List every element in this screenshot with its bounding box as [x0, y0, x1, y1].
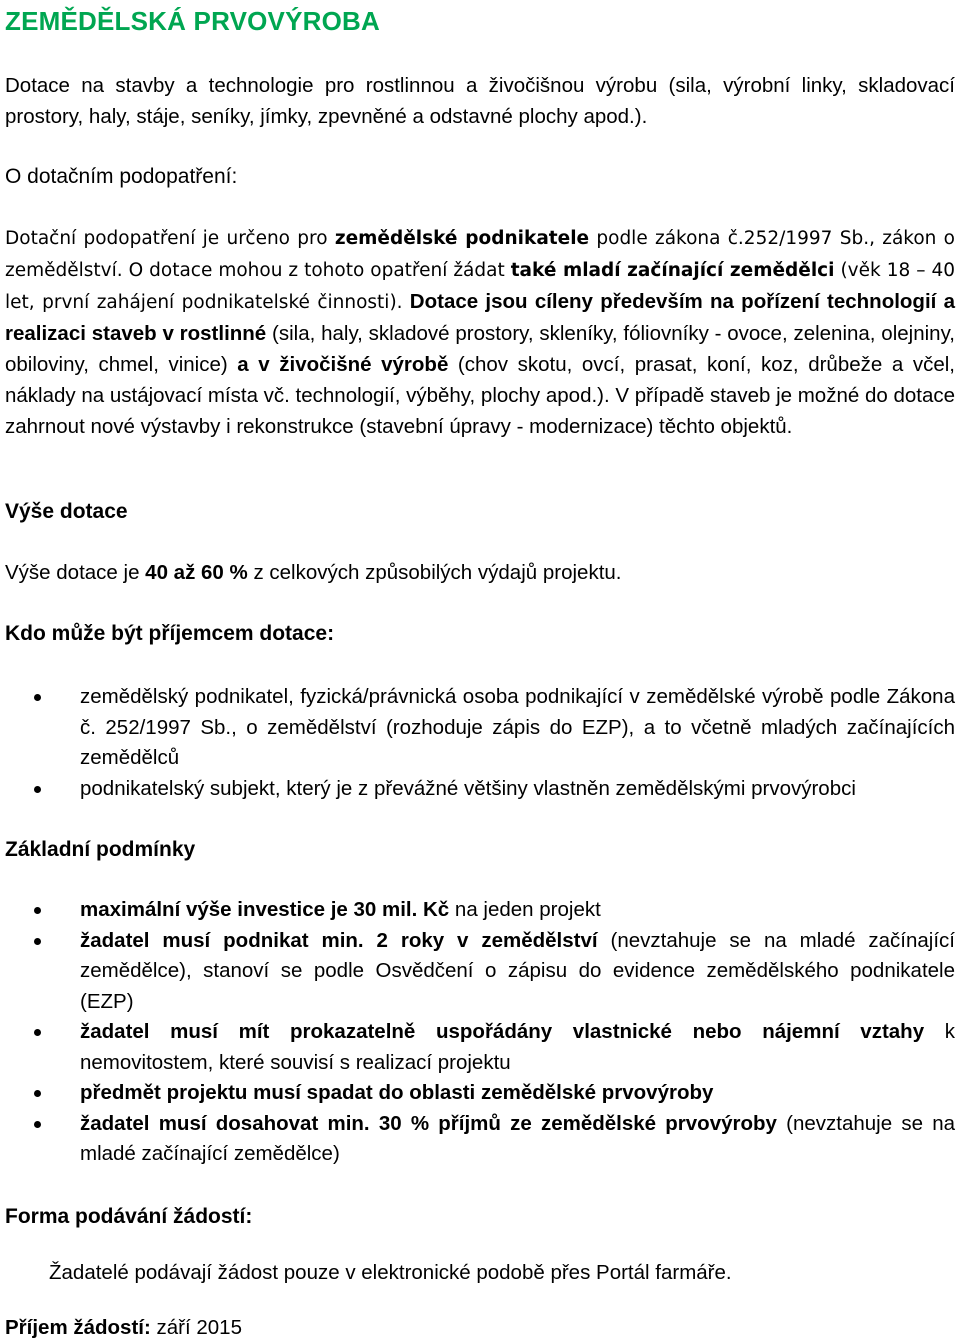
- recipient-list: [5, 682, 955, 804]
- bullet-icon: [34, 1029, 41, 1036]
- list-item: [5, 774, 955, 805]
- recipient-text: zemědělský podnikatel, fyzická/právnická osoba podnikající v zemědělské výrobě podle Zákona č. 252/1997 Sb., o zemědělství (rozhoduje zápis do EZP), a to včetně mladých začínajících zemědělců: [80, 685, 955, 769]
- about-bold-4: a v živočišné výrobě: [237, 353, 449, 376]
- bullet-icon: [34, 907, 41, 914]
- condition-bold: žadatel musí podnikat min. 2 roky v zemědělství: [80, 928, 598, 952]
- intake-label: Příjem žádostí:: [5, 1316, 151, 1339]
- list-item: [5, 1109, 955, 1170]
- list-item: [5, 1078, 955, 1109]
- condition-text: (nevztahuje se na mladé začínající zemědělce), stanoví se podle Osvědčení o zápisu do evidence zemědělského podnikatele (EZP): [80, 928, 955, 1013]
- intro-paragraph: Dotace na stavby a technologie pro rostlinnou a živočišnou výrobu (sila, výrobní linky, skladovací prostory, haly, stáje, seníky, jímky, zpevněné a odstavné plochy apod.).: [5, 74, 955, 128]
- amount-bold: 40 až 60 %: [145, 561, 248, 584]
- recipient-text: podnikatelský subjekt, který je z převážné většiny vlastněn zemědělskými prvovýrobci: [80, 776, 856, 800]
- about-text-1: Dotační podopatření je určeno pro: [5, 228, 335, 249]
- bullet-icon: [34, 1090, 41, 1097]
- amount-paragraph: [5, 557, 955, 588]
- about-paragraph: [5, 222, 955, 442]
- conditions-list: [5, 895, 955, 1170]
- amount-heading: Výše dotace: [5, 500, 128, 523]
- amount-text-2: z celkových způsobilých výdajů projektu.: [247, 561, 622, 584]
- recipient-heading: Kdo může být příjemcem dotace:: [5, 622, 335, 645]
- intake-line: [5, 1312, 955, 1343]
- bullet-icon: [34, 1121, 41, 1128]
- amount-text-1: Výše dotace je: [5, 561, 146, 584]
- about-text-4: (sila, haly, skladové prostory, skleníky, fóliovníky - ovoce, zelenina, olejniny, obiloviny, chmel, vinice): [5, 322, 955, 376]
- condition-text: na jeden projekt: [449, 898, 601, 921]
- document-title: ZEMĚDĚLSKÁ PRVOVÝROBA: [5, 6, 380, 36]
- about-text-5: (chov skotu, ovcí, prasat, koní, koz, drůbeže a včel, náklady na ustájovací místa vč. technologií, výběhy, plochy apod.). V případě staveb je možné do dotace zahrnout nové výstavby i rekonstrukce (stavební úpravy - modernizace) těchto objektů.: [5, 353, 956, 438]
- list-item: [5, 682, 955, 774]
- about-text-2: podle zákona č.252/1997 Sb., zákon o zemědělství. O dotace mohou z tohoto opatření žádat: [5, 228, 955, 281]
- form-heading: Forma podávání žádostí:: [5, 1205, 253, 1228]
- bullet-icon: [34, 786, 41, 793]
- about-bold-1: zemědělské podnikatele: [334, 228, 590, 249]
- condition-bold: žadatel musí dosahovat min. 30 % příjmů ze zemědělské prvovýroby: [80, 1111, 777, 1135]
- form-paragraph: Žadatelé podávají žádost pouze v elektronické podobě přes Portál farmáře.: [49, 1261, 732, 1284]
- condition-bold: žadatel musí mít prokazatelně uspořádány vlastnické nebo nájemní vztahy: [80, 1020, 925, 1043]
- bullet-icon: [34, 694, 41, 701]
- conditions-heading: Základní podmínky: [5, 838, 196, 861]
- list-item: [5, 926, 955, 1018]
- bullet-icon: [34, 938, 41, 945]
- about-text-3: (věk 18 – 40 let, první zahájení podnikatelské činnosti).: [5, 260, 955, 313]
- intake-value: září 2015: [150, 1316, 242, 1339]
- about-heading: O dotačním podopatření:: [5, 165, 238, 188]
- list-item: [5, 895, 955, 926]
- about-bold-2: také mladí začínající zemědělci: [510, 260, 835, 281]
- about-bold-3: Dotace jsou cíleny především na pořízení technologií a realizaci staveb v rostlinné: [5, 290, 956, 345]
- list-item: [5, 1017, 955, 1078]
- condition-text: (nevztahuje se na mladé začínající zemědělce): [80, 1111, 955, 1165]
- condition-bold: maximální výše investice je 30 mil. Kč: [80, 898, 450, 921]
- condition-bold: předmět projektu musí spadat do oblasti zemědělské prvovýroby: [80, 1081, 714, 1104]
- condition-text: k nemovitostem, které souvisí s realizací projektu: [80, 1020, 955, 1074]
